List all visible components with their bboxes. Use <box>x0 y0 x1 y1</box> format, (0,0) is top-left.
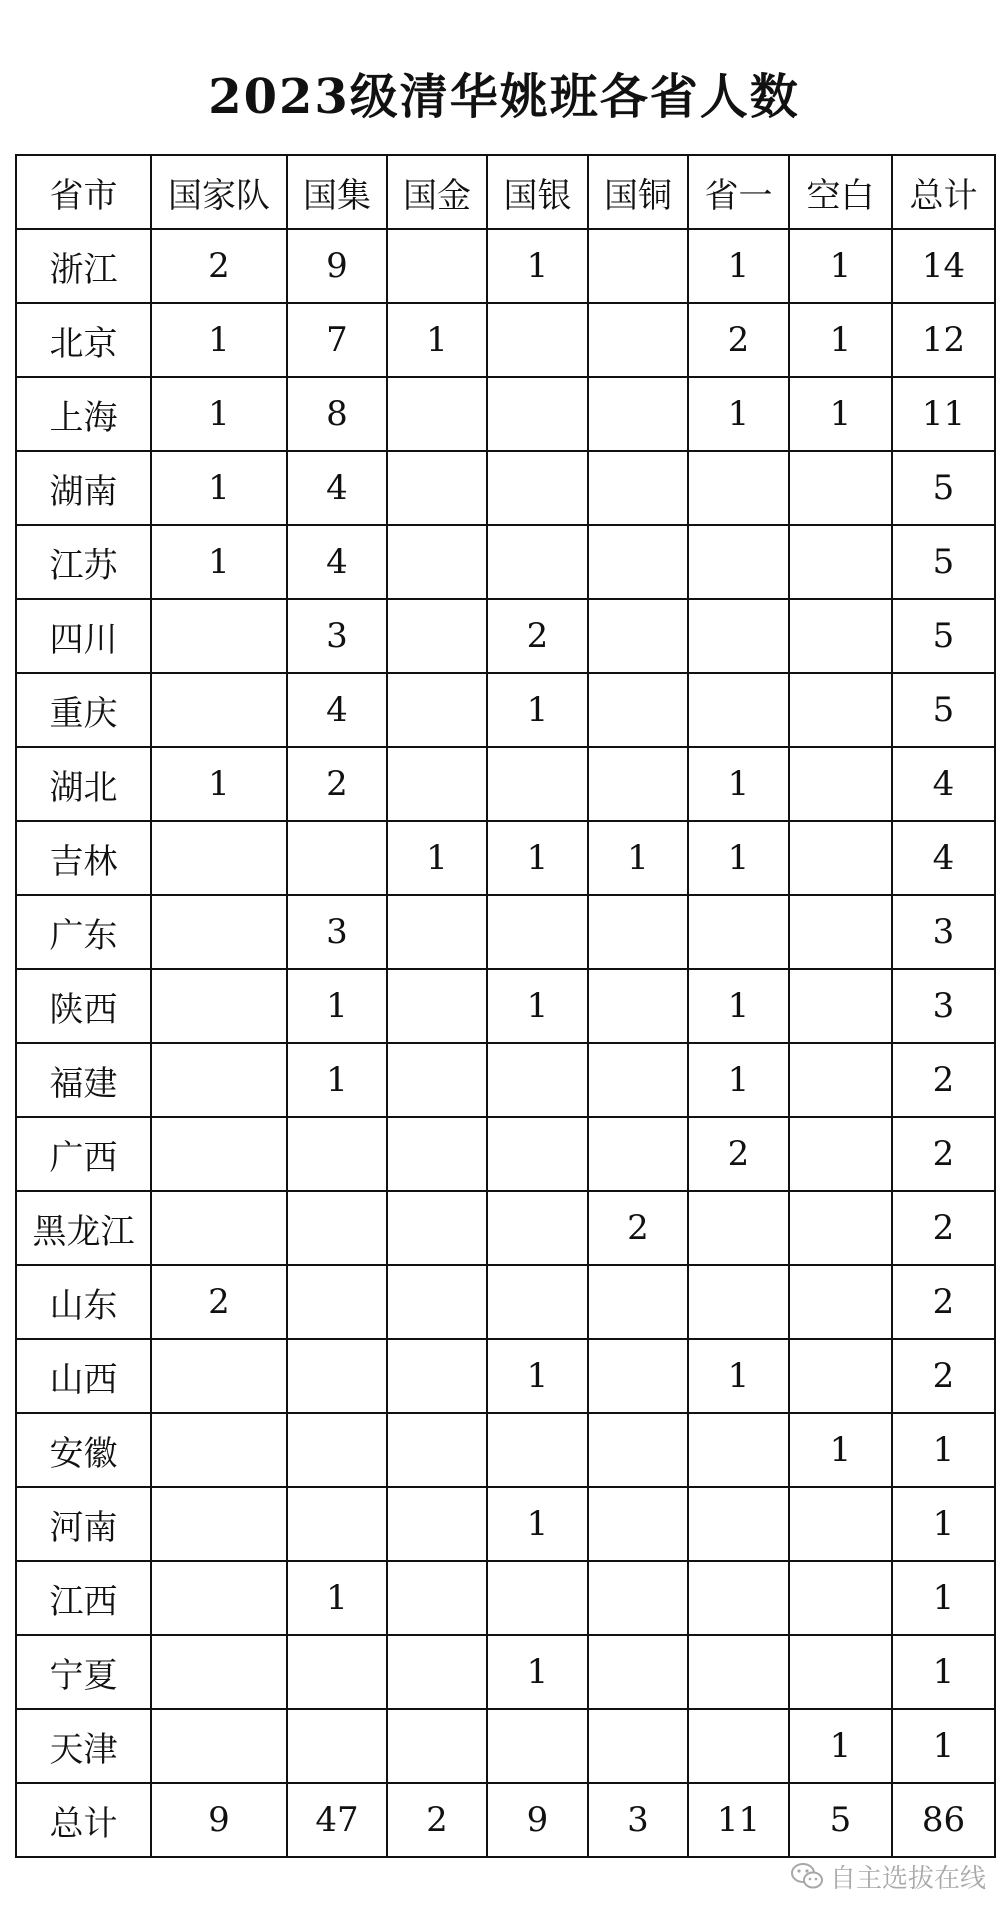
count-cell <box>287 1191 387 1265</box>
count-cell <box>487 451 588 525</box>
count-cell: 1 <box>151 747 287 821</box>
header-total: 总计 <box>892 155 995 229</box>
count-cell <box>688 895 789 969</box>
count-cell: 4 <box>287 673 387 747</box>
table-row <box>16 821 995 895</box>
count-cell: 9 <box>287 229 387 303</box>
page-title: 2023级清华姚班各省人数 <box>208 69 800 125</box>
province-cell: 安徽 <box>16 1413 151 1487</box>
table-row <box>16 1265 995 1339</box>
table-row <box>16 1487 995 1561</box>
count-cell <box>287 821 387 895</box>
count-cell: 2 <box>151 1265 287 1339</box>
header-national-silver: 国银 <box>487 155 588 229</box>
count-cell <box>789 1635 892 1709</box>
table-row <box>16 1043 995 1117</box>
count-cell <box>151 1339 287 1413</box>
count-cell: 12 <box>892 303 995 377</box>
count-cell: 1 <box>892 1487 995 1561</box>
province-cell: 湖南 <box>16 451 151 525</box>
count-cell <box>789 525 892 599</box>
count-cell: 2 <box>287 747 387 821</box>
count-cell <box>287 1635 387 1709</box>
count-cell <box>487 1413 588 1487</box>
count-cell <box>588 451 688 525</box>
count-cell: 3 <box>892 895 995 969</box>
province-cell: 总计 <box>16 1783 151 1857</box>
count-cell <box>588 377 688 451</box>
province-cell: 福建 <box>16 1043 151 1117</box>
count-cell <box>387 1709 487 1783</box>
province-cell: 陕西 <box>16 969 151 1043</box>
count-cell <box>789 969 892 1043</box>
count-cell: 1 <box>789 377 892 451</box>
count-cell: 1 <box>789 1413 892 1487</box>
table-row <box>16 1413 995 1487</box>
count-cell: 2 <box>892 1043 995 1117</box>
count-cell: 1 <box>151 525 287 599</box>
table-row <box>16 525 995 599</box>
count-cell <box>688 1413 789 1487</box>
count-cell <box>287 1265 387 1339</box>
count-cell <box>387 1043 487 1117</box>
count-cell <box>151 821 287 895</box>
count-cell <box>688 599 789 673</box>
count-cell: 1 <box>151 377 287 451</box>
count-cell: 1 <box>487 969 588 1043</box>
count-cell <box>789 821 892 895</box>
header-blank: 空白 <box>789 155 892 229</box>
count-cell: 1 <box>688 377 789 451</box>
table-row <box>16 1191 995 1265</box>
province-count-table <box>15 154 996 1858</box>
count-cell <box>789 1339 892 1413</box>
count-cell <box>487 1265 588 1339</box>
count-cell <box>487 1561 588 1635</box>
count-cell <box>487 747 588 821</box>
count-cell <box>789 1265 892 1339</box>
count-cell: 2 <box>892 1117 995 1191</box>
count-cell <box>688 1265 789 1339</box>
count-cell <box>588 1709 688 1783</box>
province-cell: 江苏 <box>16 525 151 599</box>
table-row <box>16 1339 995 1413</box>
count-cell: 1 <box>688 969 789 1043</box>
count-cell: 1 <box>789 1709 892 1783</box>
count-cell: 1 <box>487 673 588 747</box>
count-cell <box>487 377 588 451</box>
count-cell <box>387 1635 487 1709</box>
count-cell <box>487 1043 588 1117</box>
count-cell <box>688 525 789 599</box>
count-cell: 1 <box>287 969 387 1043</box>
table-row <box>16 1561 995 1635</box>
header-national-gold: 国金 <box>387 155 487 229</box>
count-cell <box>588 969 688 1043</box>
count-cell <box>151 1561 287 1635</box>
count-cell: 5 <box>892 525 995 599</box>
count-cell: 2 <box>892 1339 995 1413</box>
count-cell: 1 <box>789 303 892 377</box>
count-cell: 4 <box>287 451 387 525</box>
count-cell <box>487 895 588 969</box>
count-cell <box>151 1635 287 1709</box>
province-cell: 广东 <box>16 895 151 969</box>
count-cell <box>688 1561 789 1635</box>
count-cell: 2 <box>387 1783 487 1857</box>
count-cell: 3 <box>287 599 387 673</box>
count-cell: 1 <box>789 229 892 303</box>
province-cell: 宁夏 <box>16 1635 151 1709</box>
header-national-team: 国家队 <box>151 155 287 229</box>
count-cell <box>588 1117 688 1191</box>
count-cell <box>151 1117 287 1191</box>
table-row <box>16 969 995 1043</box>
count-cell: 1 <box>688 747 789 821</box>
count-cell: 1 <box>151 303 287 377</box>
count-cell <box>789 1117 892 1191</box>
count-cell <box>151 1709 287 1783</box>
table-header-row <box>16 155 995 229</box>
province-cell: 广西 <box>16 1117 151 1191</box>
wechat-icon <box>790 1861 824 1891</box>
count-cell <box>688 673 789 747</box>
province-cell: 江西 <box>16 1561 151 1635</box>
count-cell <box>789 1487 892 1561</box>
count-cell <box>789 1191 892 1265</box>
province-cell: 山东 <box>16 1265 151 1339</box>
count-cell <box>387 1191 487 1265</box>
count-cell <box>588 1043 688 1117</box>
count-cell: 4 <box>892 747 995 821</box>
count-cell <box>387 229 487 303</box>
table-row <box>16 1117 995 1191</box>
count-cell <box>487 1709 588 1783</box>
count-cell: 5 <box>892 599 995 673</box>
count-cell: 2 <box>892 1265 995 1339</box>
count-cell: 2 <box>688 1117 789 1191</box>
count-cell <box>387 1487 487 1561</box>
province-cell: 四川 <box>16 599 151 673</box>
count-cell <box>287 1117 387 1191</box>
count-cell <box>588 1635 688 1709</box>
count-cell <box>588 1487 688 1561</box>
count-cell: 1 <box>487 1635 588 1709</box>
province-cell: 吉林 <box>16 821 151 895</box>
count-cell <box>688 1709 789 1783</box>
count-cell <box>387 969 487 1043</box>
count-cell: 2 <box>588 1191 688 1265</box>
count-cell: 2 <box>151 229 287 303</box>
count-cell <box>387 673 487 747</box>
count-cell <box>387 1117 487 1191</box>
count-cell: 3 <box>892 969 995 1043</box>
table-row <box>16 747 995 821</box>
count-cell: 1 <box>688 821 789 895</box>
count-cell: 7 <box>287 303 387 377</box>
count-cell <box>588 1413 688 1487</box>
count-cell <box>588 1339 688 1413</box>
count-cell: 1 <box>387 821 487 895</box>
count-cell: 47 <box>287 1783 387 1857</box>
province-cell: 黑龙江 <box>16 1191 151 1265</box>
count-cell <box>588 525 688 599</box>
count-cell: 1 <box>287 1561 387 1635</box>
header-national-training: 国集 <box>287 155 387 229</box>
table-row <box>16 229 995 303</box>
count-cell <box>688 1635 789 1709</box>
watermark-text: 自主选拔在线 <box>830 1863 987 1894</box>
table-row <box>16 1635 995 1709</box>
table-row <box>16 377 995 451</box>
count-cell <box>487 525 588 599</box>
count-cell <box>387 895 487 969</box>
count-cell: 5 <box>892 451 995 525</box>
count-cell: 11 <box>892 377 995 451</box>
province-cell: 河南 <box>16 1487 151 1561</box>
count-cell <box>789 747 892 821</box>
count-cell: 1 <box>892 1413 995 1487</box>
count-cell: 5 <box>789 1783 892 1857</box>
count-cell <box>789 1561 892 1635</box>
count-cell <box>387 747 487 821</box>
count-cell <box>387 525 487 599</box>
count-cell: 3 <box>588 1783 688 1857</box>
table-row <box>16 673 995 747</box>
count-cell: 11 <box>688 1783 789 1857</box>
count-cell: 1 <box>588 821 688 895</box>
count-cell <box>387 451 487 525</box>
count-cell: 1 <box>892 1635 995 1709</box>
province-cell: 湖北 <box>16 747 151 821</box>
count-cell <box>588 229 688 303</box>
count-cell: 1 <box>151 451 287 525</box>
count-cell <box>789 451 892 525</box>
header-province: 省市 <box>16 155 151 229</box>
province-cell: 北京 <box>16 303 151 377</box>
count-cell: 1 <box>487 1339 588 1413</box>
count-cell: 1 <box>892 1709 995 1783</box>
province-cell: 重庆 <box>16 673 151 747</box>
table-row <box>16 451 995 525</box>
count-cell <box>287 1487 387 1561</box>
count-cell: 1 <box>487 229 588 303</box>
count-cell <box>588 747 688 821</box>
count-cell: 5 <box>892 673 995 747</box>
header-provincial-first: 省一 <box>688 155 789 229</box>
count-cell: 1 <box>287 1043 387 1117</box>
count-cell <box>387 377 487 451</box>
count-cell <box>287 1339 387 1413</box>
count-cell <box>588 599 688 673</box>
count-cell: 86 <box>892 1783 995 1857</box>
count-cell <box>588 1265 688 1339</box>
count-cell: 1 <box>487 1487 588 1561</box>
count-cell: 8 <box>287 377 387 451</box>
count-cell <box>287 1413 387 1487</box>
count-cell: 14 <box>892 229 995 303</box>
count-cell <box>487 303 588 377</box>
count-cell: 1 <box>688 229 789 303</box>
count-cell <box>151 1191 287 1265</box>
count-cell: 1 <box>387 303 487 377</box>
count-cell <box>789 1043 892 1117</box>
count-cell <box>789 895 892 969</box>
table-body <box>16 229 995 1857</box>
count-cell <box>487 1117 588 1191</box>
count-cell <box>387 1413 487 1487</box>
count-cell <box>789 599 892 673</box>
count-cell <box>151 969 287 1043</box>
count-cell <box>688 451 789 525</box>
count-cell: 1 <box>688 1043 789 1117</box>
count-cell <box>151 1413 287 1487</box>
table-row <box>16 895 995 969</box>
count-cell <box>151 1487 287 1561</box>
count-cell: 4 <box>892 821 995 895</box>
count-cell <box>151 599 287 673</box>
count-cell <box>151 673 287 747</box>
count-cell: 1 <box>487 821 588 895</box>
table-row <box>16 599 995 673</box>
count-cell: 1 <box>892 1561 995 1635</box>
province-cell: 上海 <box>16 377 151 451</box>
count-cell <box>789 673 892 747</box>
count-cell: 9 <box>151 1783 287 1857</box>
count-cell <box>387 599 487 673</box>
count-cell <box>387 1561 487 1635</box>
watermark <box>790 1856 986 1896</box>
table-row <box>16 1709 995 1783</box>
table-row <box>16 1783 995 1857</box>
count-cell <box>588 673 688 747</box>
count-cell <box>387 1339 487 1413</box>
count-cell: 1 <box>688 1339 789 1413</box>
count-cell: 9 <box>487 1783 588 1857</box>
count-cell <box>287 1709 387 1783</box>
count-cell <box>688 1487 789 1561</box>
count-cell <box>487 1191 588 1265</box>
count-cell <box>151 895 287 969</box>
count-cell <box>588 895 688 969</box>
count-cell: 2 <box>487 599 588 673</box>
count-cell <box>588 1561 688 1635</box>
header-national-bronze: 国铜 <box>588 155 688 229</box>
count-cell: 2 <box>688 303 789 377</box>
province-cell: 天津 <box>16 1709 151 1783</box>
count-cell <box>688 1191 789 1265</box>
province-cell: 浙江 <box>16 229 151 303</box>
count-cell <box>588 303 688 377</box>
table-row <box>16 303 995 377</box>
count-cell: 4 <box>287 525 387 599</box>
count-cell <box>387 1265 487 1339</box>
count-cell <box>151 1043 287 1117</box>
count-cell: 3 <box>287 895 387 969</box>
province-cell: 山西 <box>16 1339 151 1413</box>
count-cell: 2 <box>892 1191 995 1265</box>
